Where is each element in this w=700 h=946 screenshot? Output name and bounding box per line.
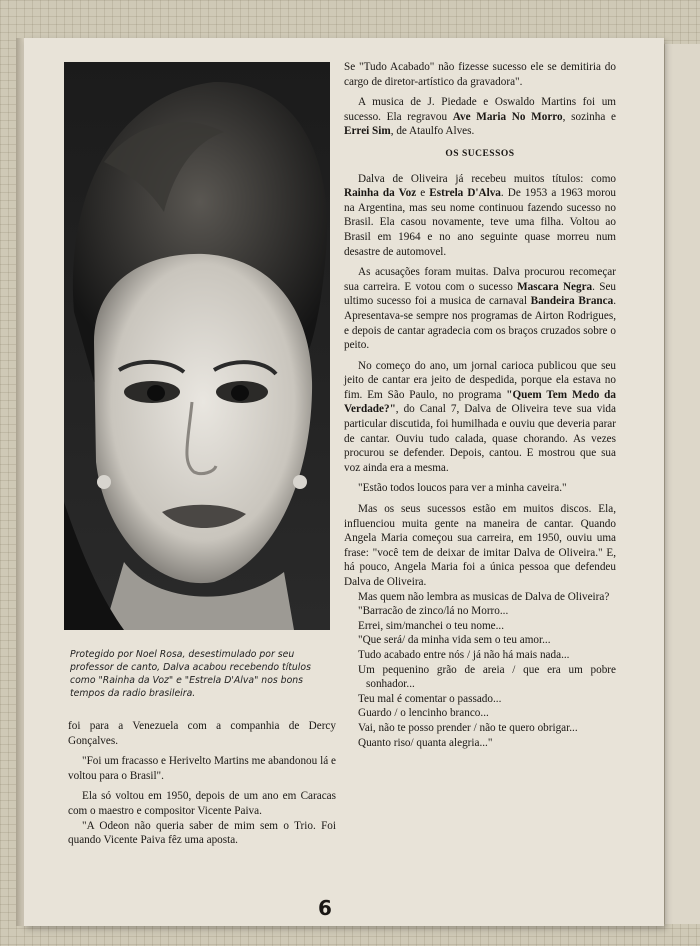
quote-paragraph: "Estão todos loucos para ver a minha caveira."	[358, 482, 567, 495]
section-heading: OS SUCESSOS	[445, 148, 515, 159]
lyrics-list	[344, 604, 616, 750]
lyric-line: "Que será/ da minha vida sem o teu amor...	[358, 634, 551, 647]
song-title: Mascara Negra	[517, 280, 593, 293]
lyric-line: Tudo acabado entre nós / já não há mais nada...	[358, 648, 570, 661]
lyric-line: Um pequenino grão de areia / que era um pobre sonhador...	[358, 663, 616, 691]
title-name: Estrela D'Alva	[429, 187, 501, 200]
text-run: As acusações foram muitas. Dalva procurou recomeçar sua carreira. E votou com o sucesso	[344, 266, 616, 293]
text-run: , de Ataulfo Alves.	[390, 125, 475, 138]
title-name: Rainha da Voz	[344, 187, 417, 200]
text-run: No começo do ano, um jornal carioca publicou que seu jeito de cantar era jeito de despedida, porque ela estava no fim. Em São Paulo, no programa	[344, 359, 616, 401]
right-paragraph: Se "Tudo Acabado" não fizesse sucesso ele se demitiria do cargo de diretor-artístico da gravadora".	[344, 61, 616, 88]
text-run: , do Canal 7, Dalva de Oliveira teve sua vida particular discutida, foi humilhada e ouviu que deveria parar de cantar. Ouviu tudo calada, quase chorando. As vezes procurou se defender. Depois, cantou. E mostrou que sua voz ainda era a mesma.	[344, 403, 616, 474]
next-page-edge	[664, 44, 700, 924]
lyric-line: Vai, não te posso prender / não te quero obrigar...	[358, 721, 578, 734]
right-paragraph: Mas quem não lembra as musicas de Dalva de Oliveira?	[358, 590, 610, 603]
song-title: Errei Sim	[344, 125, 391, 138]
text-run: Dalva de Oliveira já recebeu muitos títulos: como	[358, 172, 616, 185]
lyric-line: Errei, sim/manchei o teu nome...	[358, 619, 505, 632]
right-paragraph	[344, 95, 616, 139]
right-paragraph	[344, 172, 616, 260]
page-number: 6	[318, 896, 332, 920]
portrait-photo	[64, 62, 330, 630]
text-run: A musica de J. Piedade e Oswaldo Martins foi um sucesso. Ela regravou	[344, 96, 616, 123]
text-run: . Apresentava-se sempre nos programas de Airton Rodrigues, e depois de cantar agradecia com os braços cruzados sobre o peito.	[344, 295, 617, 352]
right-paragraph	[344, 265, 616, 353]
lyric-line: "Barracão de zinco/lá no Morro...	[358, 605, 509, 618]
right-paragraph	[344, 359, 616, 476]
booklet-spine	[16, 38, 24, 926]
left-paragraph: foi para a Venezuela com a companhia de Dercy Gonçalves.	[68, 720, 336, 747]
right-column-text	[344, 60, 616, 750]
text-run: , sozinha e	[562, 110, 616, 123]
left-column-text	[68, 719, 336, 848]
left-paragraph: "A Odeon não queria saber de mim sem o Trio. Foi quando Vicente Paiva fêz uma aposta.	[68, 819, 336, 847]
text-run: e	[416, 187, 430, 200]
song-title: Bandeira Branca	[530, 295, 614, 308]
lyric-line: Quanto riso/ quanta alegria..."	[358, 736, 493, 749]
right-paragraph: Mas os seus sucessos estão em muitos discos. Ela, influenciou muita gente na maneira de cantar. Quando Angela Maria começou sua carreira, em 1950, ouviu uma frase: "você tem de deixar de imitar Dalva de Oliveira." E, há pouco, Angela Maria foi a única pessoa que defendeu Dalva de Oliveira.	[344, 503, 616, 588]
photo-caption: Protegido por Noel Rosa, desestimulado por seu professor de canto, Dalva acabou recebendo títulos como "Rainha da Voz" e "Estrela D'Alva" nos bons tempos da radio brasileira.	[70, 649, 311, 699]
text-run: . De 1953 a 1963 morou na Argentina, mas seu nome continuou fazendo sucesso no Brasil. Ela casou novamente, teve uma filha. Voltou ao Brasil em 1964 e no ano seguinte quase morreu num desastre de automovel.	[344, 187, 617, 258]
program-title: "Quem Tem Medo da Verdade?"	[344, 388, 616, 416]
song-title: Ave Maria No Morro	[452, 110, 563, 123]
portrait-illustration	[64, 62, 330, 630]
text-run: . Seu ultimo sucesso foi a musica de carnaval	[344, 280, 616, 308]
left-paragraph: "Foi um fracasso e Herivelto Martins me abandonou lá e voltou para o Brasil".	[68, 755, 336, 782]
left-paragraph: Ela só voltou em 1950, depois de um ano em Caracas com o maestro e compositor Vicente Paiva.	[68, 790, 336, 817]
lyric-line: Teu mal é comentar o passado...	[358, 692, 502, 705]
lyric-line: Guardo / o lencinho branco...	[358, 707, 489, 720]
